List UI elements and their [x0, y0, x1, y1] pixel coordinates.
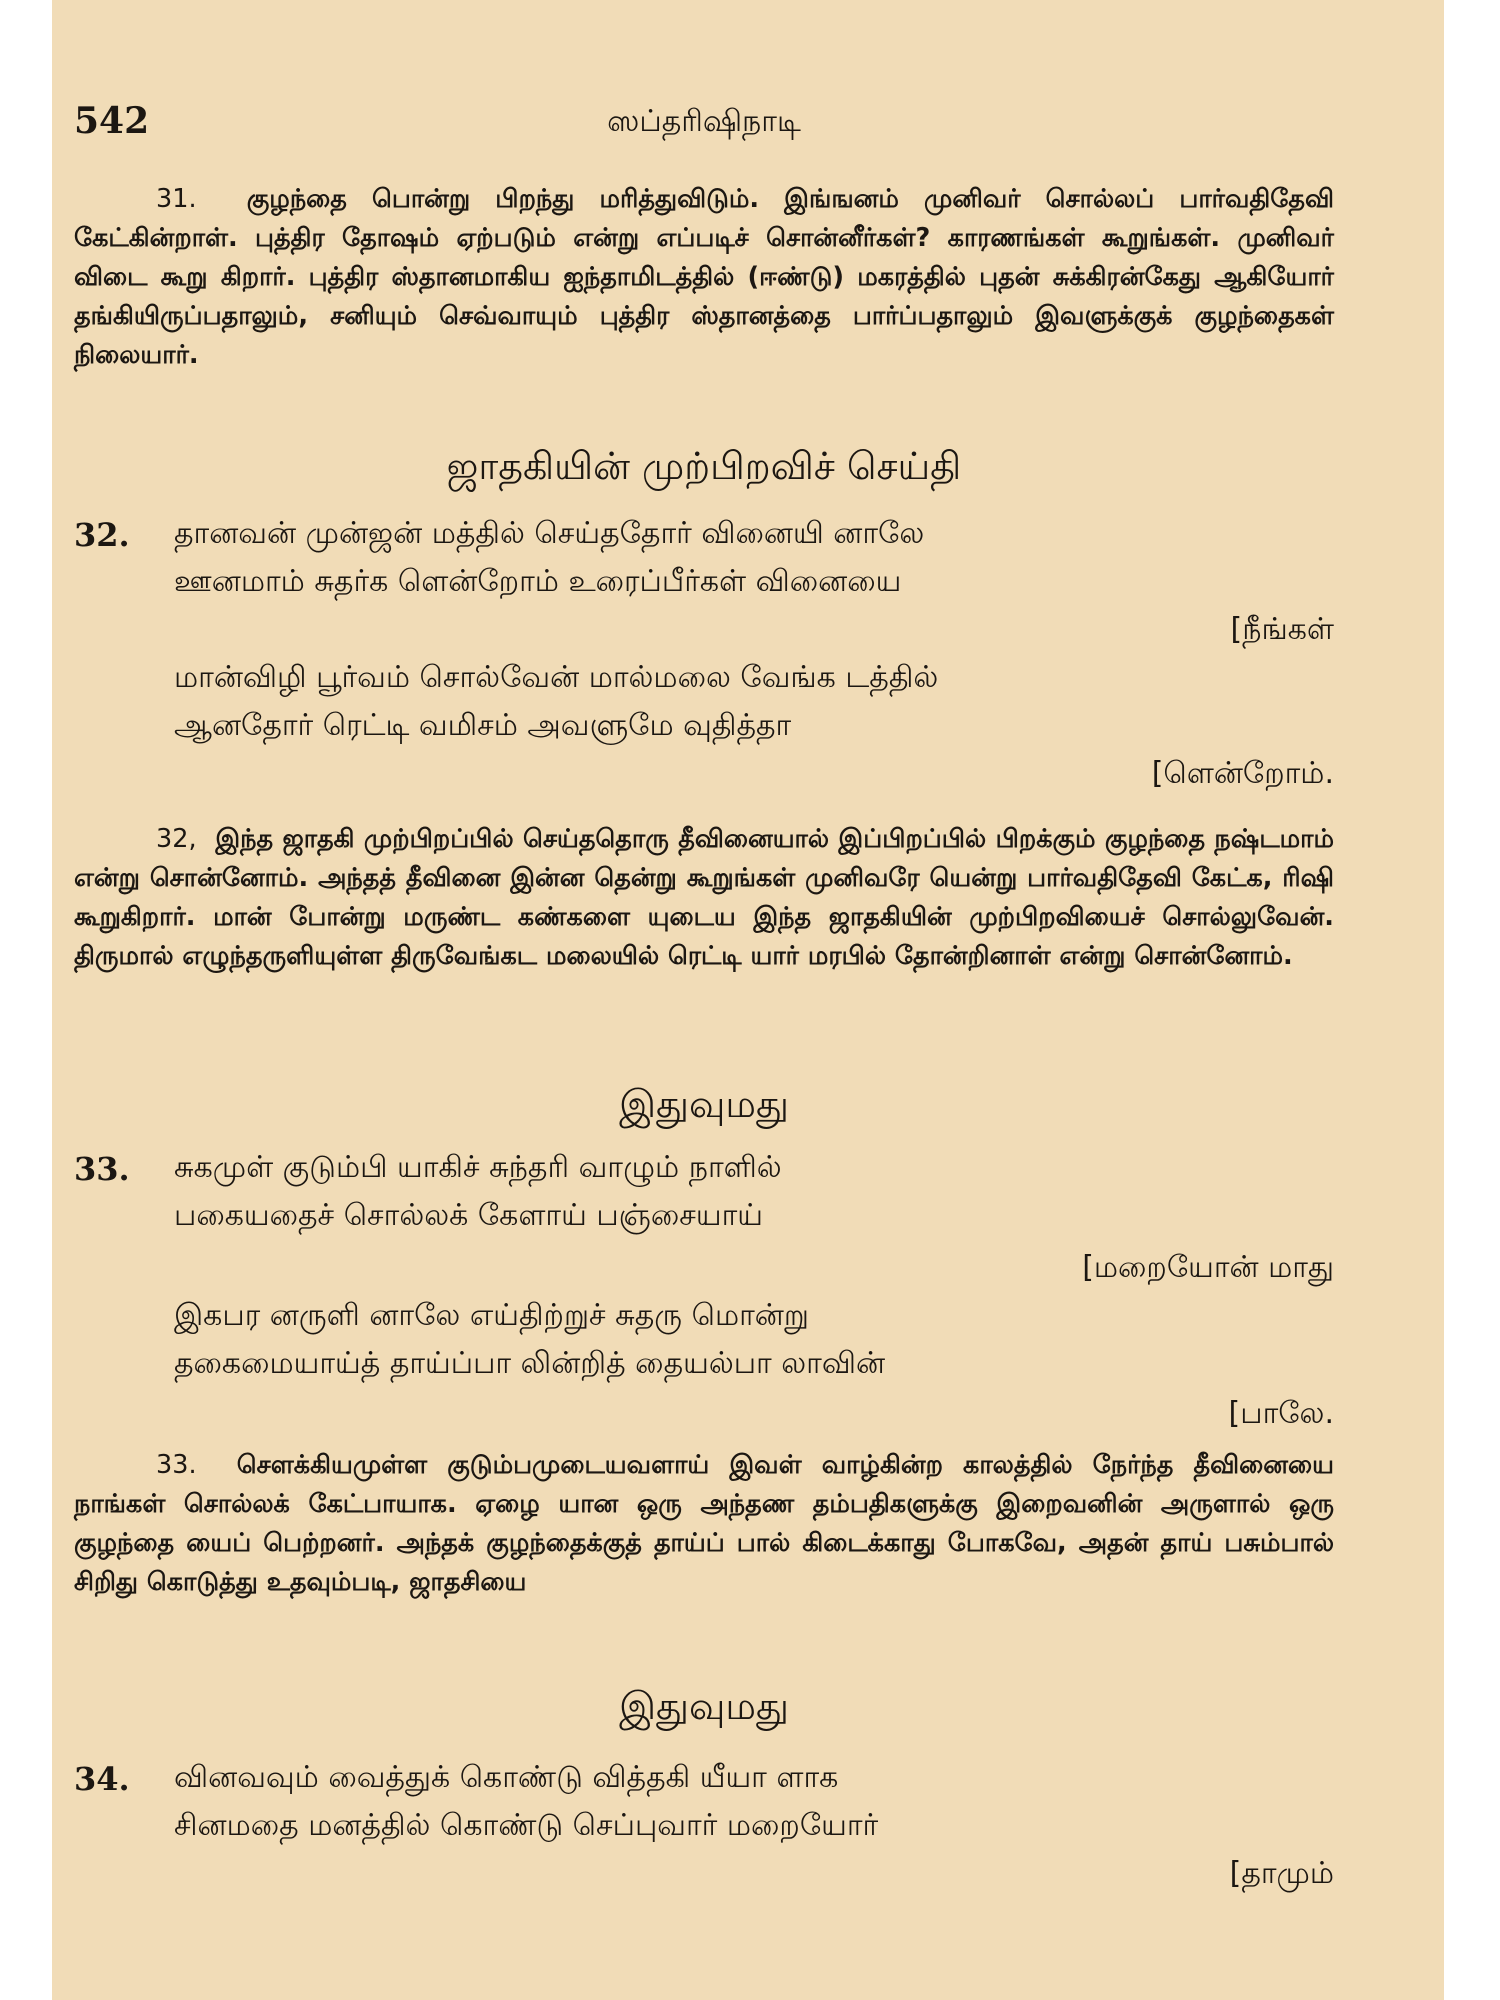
running-title: ஸப்தரிஷிநாடி: [607, 104, 801, 139]
verse-number: 32.: [74, 516, 130, 554]
paragraph-number: 31.: [156, 184, 197, 214]
verse-32: [74, 516, 1334, 791]
verse-number: 33.: [74, 1150, 130, 1188]
verse-line: மான்விழி பூர்வம் சொல்வேன் மால்மலை வேங்க டத்தில்: [174, 660, 939, 695]
verse-line: சினமதை மனத்தில் கொண்டு செப்புவார் மறையோர்: [174, 1808, 879, 1843]
paragraph-text: இந்த ஜாதகி முற்பிறப்பில் செய்ததொரு தீவினையால் இப்பிறப்பில் பிறக்கும் குழந்தை நஷ்டமாம் என்று சொன்னோம். அந்தத் தீவினை இன்ன தென்று கூறுங்கள் முனிவரே யென்று பார்வதிதேவி கேட்க, ரிஷி கூறுகிறார். மான் போன்று மருண்ட கண்களை யுடைய இந்த ஜாதகியின் முற்பிறவியைச் சொல்லுவேன். திருமால் எழுந்தருளியுள்ள திருவேங்கட மலையில் ரெட்டி யார் மரபில் தோன்றினாள் என்று சொன்னோம்.: [74, 824, 1334, 971]
paragraph-31: [74, 180, 1334, 375]
paragraph-text: குழந்தை பொன்று பிறந்து மரித்துவிடும். இங்ஙனம் முனிவர் சொல்லப் பார்வதிதேவி கேட்கின்றாள். புத்திர தோஷம் ஏற்படும் என்று எப்படிச் சொன்னீர்கள்? காரணங்கள் கூறுங்கள். முனிவர் விடை கூறு கிறார். புத்திர ஸ்தானமாகிய ஐந்தாமிடத்தில் (ஈண்டு) மகரத்தில் புதன் சுக்கிரன்கேது ஆகியோர் தங்கியிருப்பதாலும், சனியும் செவ்வாயும் புத்திர ஸ்தானத்தை பார்ப்பதாலும் இவளுக்குக் குழந்தைகள் நிலையார்.: [74, 184, 1334, 370]
verse-line: இகபர னருளி னாலே எய்திற்றுச் சுதரு மொன்று: [174, 1298, 809, 1333]
verse-33: [74, 1150, 1334, 1430]
page-number: 542: [74, 100, 150, 142]
paragraph-number: 33.: [156, 1450, 197, 1480]
paragraph-33: [74, 1446, 1334, 1602]
section-heading-2: இதுவுமது: [619, 1082, 789, 1126]
verse-line: ஆனதோர் ரெட்டி வமிசம் அவளுமே வுதித்தா: [174, 708, 792, 743]
verse-line-continuation: [நீங்கள்: [1230, 612, 1334, 647]
verse-number: 34.: [74, 1760, 130, 1798]
section-heading-3: இதுவுமது: [619, 1684, 789, 1728]
section-heading-1: ஜாதகியின் முற்பிறவிச் செய்தி: [446, 444, 962, 488]
verse-line: தானவன் முன்ஜன் மத்தில் செய்ததோர் வினையி னாலே: [174, 516, 925, 551]
verse-34: [74, 1760, 1334, 1900]
verse-line-continuation: [தாமும்: [1229, 1856, 1334, 1891]
paragraph-32: [74, 820, 1334, 976]
paragraph-number: 32,: [156, 824, 197, 854]
verse-line-continuation: [பாலே.: [1228, 1396, 1334, 1431]
verse-line: வினவவும் வைத்துக் கொண்டு வித்தகி யீயா ளாக: [174, 1760, 839, 1795]
verse-line-continuation: [மறையோன் மாது: [1082, 1250, 1334, 1285]
verse-line: சுகமுள் குடும்பி யாகிச் சுந்தரி வாழும் நாளில்: [174, 1150, 782, 1185]
paragraph-text: சௌக்கியமுள்ள குடும்பமுடையவளாய் இவள் வாழ்கின்ற காலத்தில் நேர்ந்த தீவினையை நாங்கள் சொல்லக் கேட்பாயாக. ஏழை யான ஒரு அந்தண தம்பதிகளுக்கு இறைவனின் அருளால் ஒரு குழந்தை யைப் பெற்றனர். அந்தக் குழந்தைக்குத் தாய்ப் பால் கிடைக்காது போகவே, அதன் தாய் பசும்பால் சிறிது கொடுத்து உதவும்படி, ஜாதசியை: [74, 1450, 1334, 1597]
verse-line: ஊனமாம் சுதர்க ளென்றோம் உரைப்பீர்கள் வினையை: [174, 564, 902, 599]
page-header: [74, 100, 1334, 150]
verse-line-continuation: [ளென்றோம்.: [1151, 756, 1334, 791]
verse-line: தகைமையாய்த் தாய்ப்பா லின்றித் தையல்பா லாவின்: [174, 1346, 886, 1381]
verse-line: பகையதைச் சொல்லக் கேளாய் பஞ்சையாய்: [174, 1198, 764, 1233]
